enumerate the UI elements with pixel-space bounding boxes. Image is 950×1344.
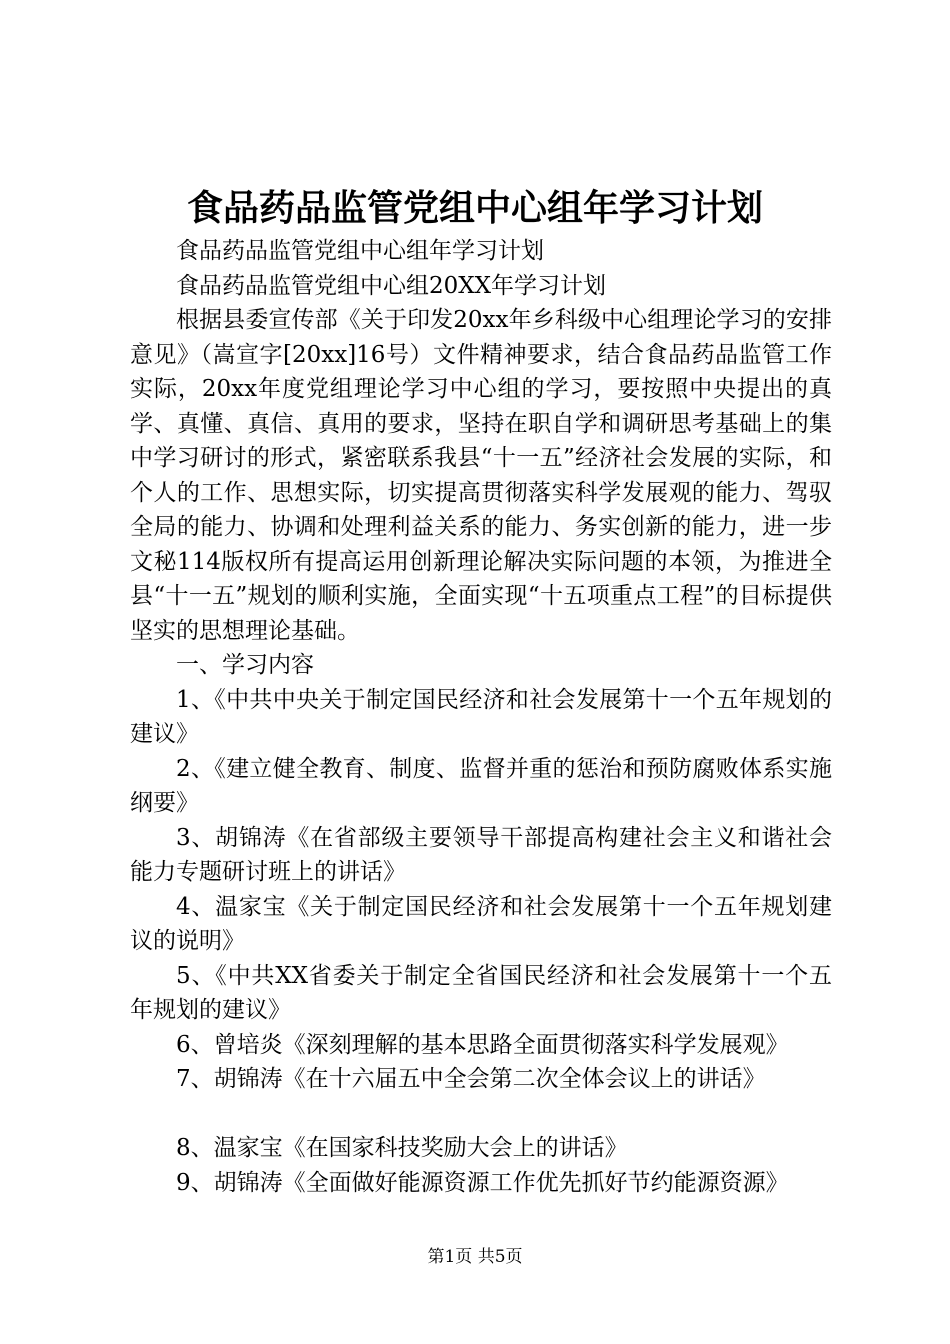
list-item-6: 6、曾培炎《深刻理解的基本思路全面贯彻落实科学发展观》 bbox=[176, 1031, 789, 1058]
paragraph-intro: 根据县委宣传部《关于印发20xx年乡科级中心组理论学习的安排意见》（嵩宣字[20xx]16号）文件精神要求，结合食品药品监管工作实际，20xx年度党组理论学习中心组的学习，要按照中央提出的真学、真懂、真信、真用的要求，坚持在职自学和调研思考基础上的集中学习研讨的形式，紧密联系我县“十一五”经济社会发展的实际，和个人的工作、思想实际，切实提高贯彻落实科学发展观的能力、驾驭全局的能力、协调和处理利益关系的能力、务实创新的能力，进一步文秘114版权所有提高运用创新理论解决实际问题的本领，为推进全县“十一五”规划的顺利实施，全面实现“十五项重点工程”的目标提供坚实的思想理论基础。 bbox=[130, 307, 832, 644]
list-item-8: 8、温家宝《在国家科技奖励大会上的讲话》 bbox=[176, 1135, 628, 1161]
blank-line bbox=[130, 1097, 832, 1132]
list-item-5: 5、《中共XX省委关于制定全省国民经济和社会发展第十一个五年规划的建议》 bbox=[130, 962, 832, 1023]
paragraph-heading-repeat: 食品药品监管党组中心组年学习计划 bbox=[176, 238, 544, 264]
list-item-3: 3、胡锦涛《在省部级主要领导干部提高构建社会主义和谐社会能力专题研讨班上的讲话》 bbox=[130, 824, 832, 885]
list-item-1: 1、《中共中央关于制定国民经济和社会发展第十一个五年规划的建议》 bbox=[130, 686, 832, 747]
document-title: 食品药品监管党组中心组年学习计划 bbox=[186, 187, 763, 229]
paragraph-subtitle: 食品药品监管党组中心组20XX年学习计划 bbox=[176, 272, 607, 299]
section-heading-study-content: 一、学习内容 bbox=[176, 652, 314, 678]
list-item-7: 7、胡锦涛《在十六届五中全会第二次全体会议上的讲话》 bbox=[176, 1066, 766, 1092]
document-body bbox=[130, 234, 832, 1200]
page-footer: 第1页 共5页 bbox=[427, 1247, 523, 1267]
list-item-4: 4、温家宝《关于制定国民经济和社会发展第十一个五年规划建议的说明》 bbox=[130, 893, 832, 954]
list-item-9: 9、胡锦涛《全面做好能源资源工作优先抓好节约能源资源》 bbox=[176, 1169, 789, 1196]
list-item-2: 2、《建立健全教育、制度、监督并重的惩治和预防腐败体系实施纲要》 bbox=[130, 755, 832, 816]
